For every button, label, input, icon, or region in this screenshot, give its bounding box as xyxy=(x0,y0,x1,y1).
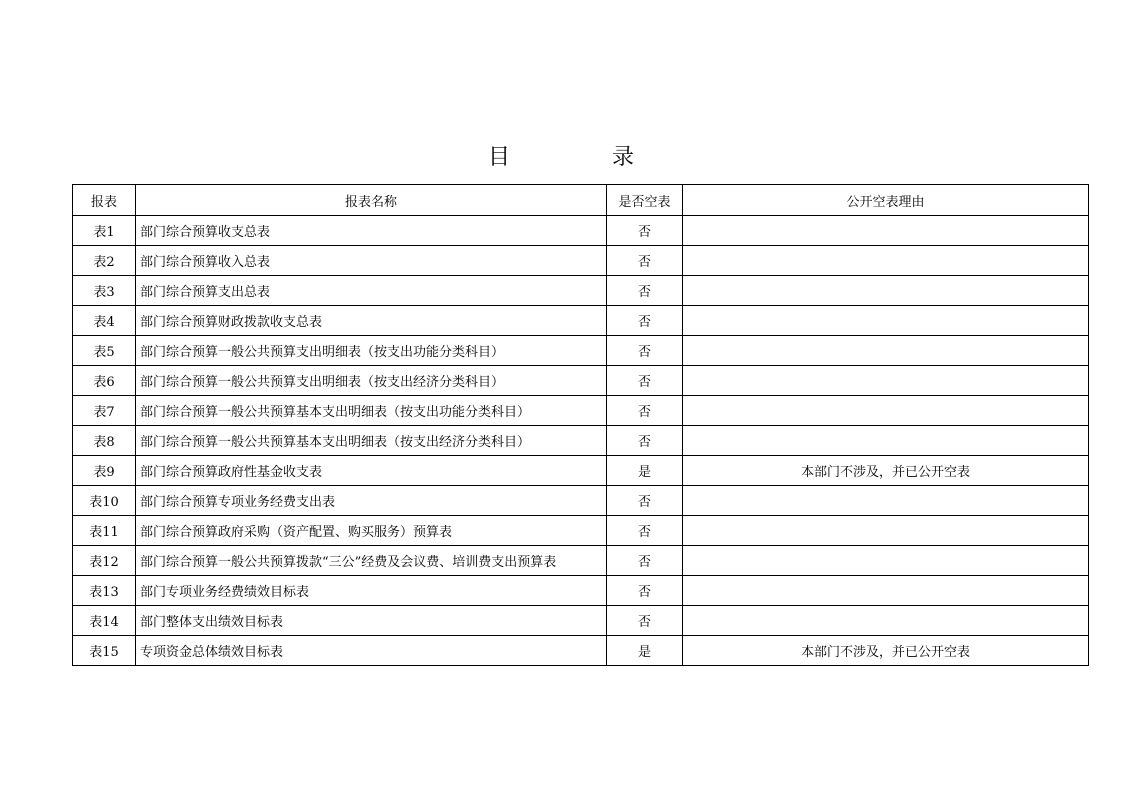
cell-is-empty: 否 xyxy=(607,216,683,246)
cell-name: 部门综合预算专项业务经费支出表 xyxy=(136,486,607,516)
page-title: 目 录 xyxy=(487,145,674,170)
header-is-empty: 是否空表 xyxy=(607,185,683,216)
cell-no: 表15 xyxy=(73,636,136,666)
cell-no: 表5 xyxy=(73,336,136,366)
cell-is-empty: 否 xyxy=(607,516,683,546)
cell-is-empty: 否 xyxy=(607,426,683,456)
cell-no: 表10 xyxy=(73,486,136,516)
cell-reason xyxy=(683,366,1089,396)
cell-is-empty: 否 xyxy=(607,276,683,306)
cell-is-empty: 否 xyxy=(607,546,683,576)
cell-name: 部门综合预算财政拨款收支总表 xyxy=(136,306,607,336)
cell-no: 表14 xyxy=(73,606,136,636)
table-row xyxy=(73,606,1089,636)
table-row xyxy=(73,576,1089,606)
table-row xyxy=(73,636,1089,666)
header-reason: 公开空表理由 xyxy=(683,185,1089,216)
cell-no: 表11 xyxy=(73,516,136,546)
cell-name: 部门综合预算一般公共预算基本支出明细表（按支出功能分类科目） xyxy=(136,396,607,426)
cell-name: 部门综合预算支出总表 xyxy=(136,276,607,306)
table-row xyxy=(73,516,1089,546)
cell-reason xyxy=(683,306,1089,336)
cell-is-empty: 否 xyxy=(607,306,683,336)
table-row xyxy=(73,306,1089,336)
cell-reason xyxy=(683,336,1089,366)
table-row xyxy=(73,216,1089,246)
cell-reason xyxy=(683,486,1089,516)
table-body xyxy=(73,216,1089,666)
cell-no: 表2 xyxy=(73,246,136,276)
cell-is-empty: 否 xyxy=(607,486,683,516)
cell-reason xyxy=(683,516,1089,546)
cell-reason: 本部门不涉及，并已公开空表 xyxy=(683,636,1089,666)
cell-name: 部门综合预算一般公共预算基本支出明细表（按支出经济分类科目） xyxy=(136,426,607,456)
cell-no: 表12 xyxy=(73,546,136,576)
cell-reason xyxy=(683,216,1089,246)
cell-reason xyxy=(683,246,1089,276)
cell-name: 部门综合预算政府采购（资产配置、购买服务）预算表 xyxy=(136,516,607,546)
table-row xyxy=(73,246,1089,276)
cell-reason xyxy=(683,576,1089,606)
catalog-table xyxy=(72,184,1089,666)
cell-is-empty: 否 xyxy=(607,336,683,366)
cell-name: 部门综合预算政府性基金收支表 xyxy=(136,456,607,486)
table-row xyxy=(73,456,1089,486)
table-row xyxy=(73,336,1089,366)
table-row xyxy=(73,546,1089,576)
cell-name: 部门综合预算一般公共预算支出明细表（按支出经济分类科目） xyxy=(136,366,607,396)
table-row xyxy=(73,486,1089,516)
cell-no: 表3 xyxy=(73,276,136,306)
cell-is-empty: 否 xyxy=(607,606,683,636)
header-no: 报表 xyxy=(73,185,136,216)
cell-no: 表6 xyxy=(73,366,136,396)
cell-name: 部门整体支出绩效目标表 xyxy=(136,606,607,636)
cell-name: 专项资金总体绩效目标表 xyxy=(136,636,607,666)
table-row xyxy=(73,276,1089,306)
table-row xyxy=(73,426,1089,456)
cell-reason xyxy=(683,426,1089,456)
cell-no: 表7 xyxy=(73,396,136,426)
cell-reason xyxy=(683,396,1089,426)
cell-no: 表4 xyxy=(73,306,136,336)
cell-name: 部门综合预算收支总表 xyxy=(136,216,607,246)
table-header-row xyxy=(73,185,1089,216)
header-name: 报表名称 xyxy=(136,185,607,216)
cell-no: 表8 xyxy=(73,426,136,456)
cell-is-empty: 是 xyxy=(607,636,683,666)
cell-is-empty: 否 xyxy=(607,396,683,426)
cell-name: 部门综合预算一般公共预算拨款“三公”经费及会议费、培训费支出预算表 xyxy=(136,546,607,576)
cell-reason xyxy=(683,606,1089,636)
cell-reason xyxy=(683,276,1089,306)
cell-is-empty: 是 xyxy=(607,456,683,486)
cell-name: 部门专项业务经费绩效目标表 xyxy=(136,576,607,606)
cell-no: 表13 xyxy=(73,576,136,606)
cell-reason: 本部门不涉及，并已公开空表 xyxy=(683,456,1089,486)
cell-no: 表1 xyxy=(73,216,136,246)
cell-is-empty: 否 xyxy=(607,366,683,396)
table-row xyxy=(73,366,1089,396)
cell-no: 表9 xyxy=(73,456,136,486)
cell-name: 部门综合预算一般公共预算支出明细表（按支出功能分类科目） xyxy=(136,336,607,366)
cell-is-empty: 否 xyxy=(607,246,683,276)
cell-reason xyxy=(683,546,1089,576)
table-row xyxy=(73,396,1089,426)
cell-is-empty: 否 xyxy=(607,576,683,606)
cell-name: 部门综合预算收入总表 xyxy=(136,246,607,276)
